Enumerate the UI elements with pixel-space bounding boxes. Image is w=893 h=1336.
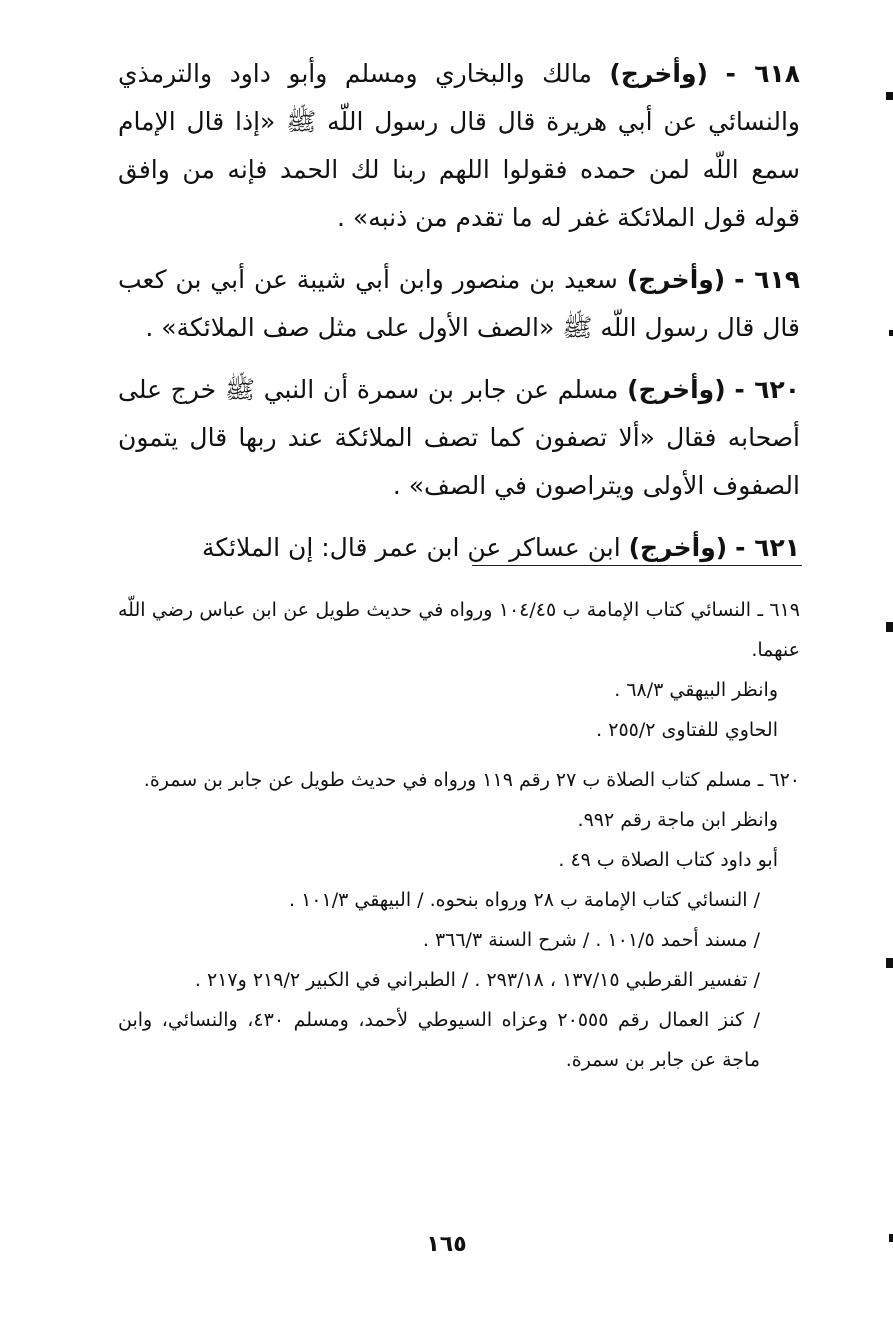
hadith-620	[118, 366, 800, 510]
hadith-akhraja: (وأخرج)	[609, 59, 708, 88]
edge-mark	[886, 958, 893, 968]
hadith-text: مسلم عن جابر بن سمرة أن النبي ﷺ خرج على أصحابه فقال «ألا تصفون كما تصف الملائكة عند ربها قال يتمون الصفوف الأولى ويتراصون في الصف» .	[118, 375, 800, 500]
hadith-number: ٦١٩ -	[734, 265, 800, 294]
footnotes	[118, 590, 800, 1090]
edge-mark	[886, 622, 893, 632]
hadith-number: ٦٢١ -	[735, 533, 800, 562]
footnote-620-nasai: / النسائي كتاب الإمامة ب ٢٨ ورواه بنحوه. / البيهقي ١٠١/٣ .	[288, 889, 760, 911]
hadith-akhraja: (وأخرج)	[628, 533, 728, 562]
hadith-akhraja: (وأخرج)	[627, 375, 726, 404]
hadith-text: ابن عساكر عن ابن عمر قال: إن الملائكة	[201, 533, 621, 562]
edge-mark	[889, 1234, 893, 1242]
footnote-620	[118, 760, 800, 1080]
hadith-number: ٦٢٠ -	[734, 375, 800, 404]
footnote-620-kanz: / كنز العمال رقم ٢٠٥٥٥ وعزاه السيوطي لأحمد، ومسلم ٤٣٠، والنسائي، وابن ماجة عن جابر بن سمرة.	[118, 1009, 760, 1071]
footnote-619	[118, 590, 800, 750]
footnote-620-main: ٦٢٠ ـ مسلم كتاب الصلاة ب ٢٧ رقم ١١٩ ورواه في حديث طويل عن جابر بن سمرة.	[143, 769, 800, 791]
edge-mark	[889, 330, 893, 336]
hadith-618	[118, 50, 800, 242]
footnote-divider	[472, 565, 802, 566]
footnote-620-qurtubi: / تفسير القرطبي ١٣٧/١٥ ، ٢٩٣/١٨ . / الطبراني في الكبير ٢١٩/٢ و٢١٧ .	[194, 969, 760, 991]
footnote-619-hawi: الحاوي للفتاوى ٢٥٥/٢ .	[596, 719, 778, 741]
edge-mark	[886, 92, 893, 100]
footnote-619-see: وانظر البيهقي ٦٨/٣ .	[614, 679, 778, 701]
page-number: ١٦٥	[426, 1232, 467, 1257]
footnote-620-abudawud: أبو داود كتاب الصلاة ب ٤٩ .	[558, 849, 778, 871]
footnote-620-ahmad: / مسند أحمد ١٠١/٥ . / شرح السنة ٣٦٦/٣ .	[422, 929, 760, 951]
hadith-akhraja: (وأخرج)	[626, 265, 726, 294]
main-text	[118, 50, 800, 586]
hadith-text: سعيد بن منصور وابن أبي شيبة عن أبي بن كعب قال قال رسول اللّه ﷺ «الصف الأول على مثل صف الملائكة» .	[118, 265, 800, 342]
hadith-text: مالك والبخاري ومسلم وأبو داود والترمذي والنسائي عن أبي هريرة قال قال رسول اللّه ﷺ «إذا قال الإمام سمع اللّه لمن حمده فقولوا اللهم ربنا لك الحمد فإنه من وافق قوله قول الملائكة غفر له ما تقدم من ذنبه» .	[118, 59, 800, 232]
footnote-620-see: وانظر ابن ماجة رقم ٩٩٢.	[577, 809, 778, 831]
hadith-619	[118, 256, 800, 352]
hadith-number: ٦١٨ -	[725, 59, 800, 88]
footnote-619-main: ٦١٩ ـ النسائي كتاب الإمامة ب ١٠٤/٤٥ ورواه في حديث طويل عن ابن عباس رضي اللّه عنهما.	[118, 599, 800, 661]
